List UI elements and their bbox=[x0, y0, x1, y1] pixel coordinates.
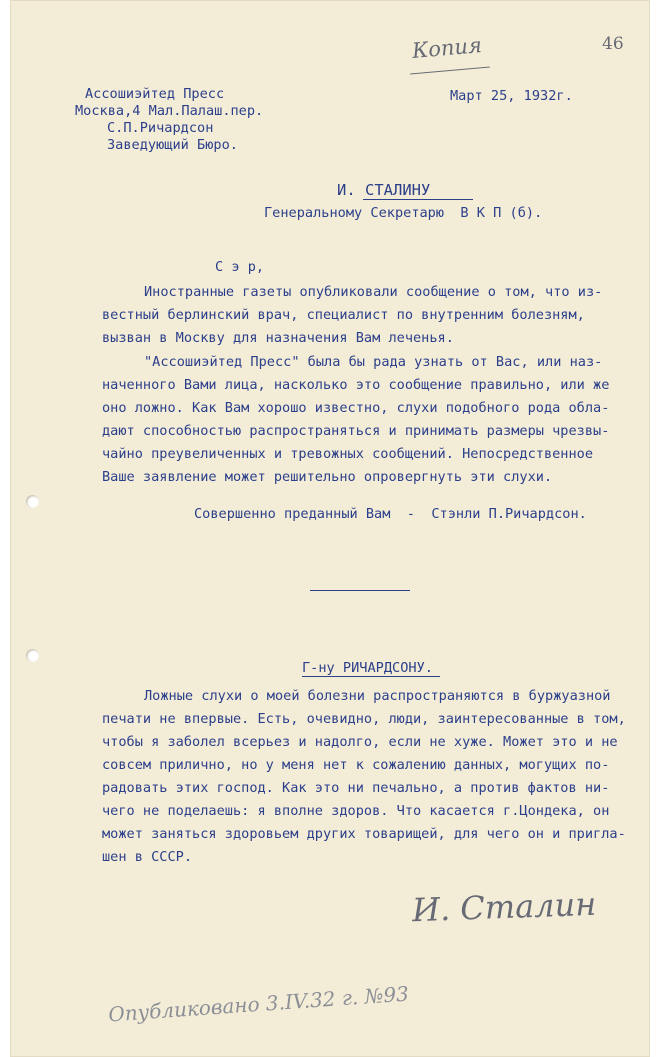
sender-line: Заведующий Бюро. bbox=[107, 137, 238, 153]
reply-heading-underline bbox=[302, 676, 440, 677]
addressee-name: И. СТАЛИНУ bbox=[337, 181, 431, 199]
text-line: радовать этих господ. Как это ни печально, а против фактов ни- bbox=[102, 780, 610, 796]
section-divider bbox=[310, 590, 410, 591]
text-line: вестный берлинский врач, специалист по внутренним болезням, bbox=[102, 307, 585, 323]
sender-line: Москва,4 Мал.Палаш.пер. bbox=[75, 103, 264, 119]
text-line: оно ложно. Как Вам хорошо известно, слухи подобного рода обла- bbox=[102, 400, 610, 416]
text-line: чего не поделаешь: я вполне здоров. Что касается г.Цондека, он bbox=[102, 803, 610, 819]
text-line: дают способностью распространяться и принимать размеры чрезвы- bbox=[102, 423, 610, 439]
page-number: 46 bbox=[602, 34, 624, 54]
text-line: Ваше заявление может решительно опровергнуть эти слухи. bbox=[102, 469, 553, 485]
addressee-underline bbox=[363, 199, 473, 200]
text-line: "Ассошиэйтед Пресс" была бы рада узнать от Вас, или наз- bbox=[144, 354, 603, 370]
handwritten-signature: И. Сталин bbox=[411, 884, 597, 930]
text-line: может заняться здоровьем других товарищей, для чего он и пригла- bbox=[102, 826, 626, 842]
text-line: Иностранные газеты опубликовали сообщение о том, что из- bbox=[144, 284, 603, 300]
text-line: чтобы я заболел всерьез и надолго, если не хуже. Может это и не bbox=[102, 734, 618, 750]
text-line: шен в СССР. bbox=[102, 849, 193, 865]
salutation: С э р, bbox=[215, 259, 265, 275]
binder-hole-bottom bbox=[26, 649, 39, 662]
binder-hole-top bbox=[26, 495, 39, 508]
text-line: вызван в Москву для назначения Вам леченья. bbox=[102, 330, 454, 346]
letter-date: Март 25, 1932г. bbox=[450, 88, 573, 104]
copy-mark: Копия bbox=[411, 33, 483, 63]
text-line: Ложные слухи о моей болезни распространяются в буржуазной bbox=[144, 688, 611, 704]
text-line: печати не впервые. Есть, очевидно, люди, заинтересованные в том, bbox=[102, 711, 626, 727]
publication-note: Опубликовано 3.IV.32 г. №93 bbox=[107, 981, 410, 1027]
document-page bbox=[10, 0, 650, 1057]
letter-closing: Совершенно преданный Вам - Стэнли П.Ричардсон. bbox=[194, 506, 587, 522]
text-line: чайно преувеличенных и тревожных сообщений. Непосредственное bbox=[102, 446, 594, 462]
addressee-title: Генеральному Секретарю В К П (б). bbox=[264, 205, 543, 221]
text-line: совсем прилично, но у меня нет к сожалению данных, могущих по- bbox=[102, 757, 610, 773]
text-line: наченного Вами лица, насколько это сообщение правильно, или же bbox=[102, 377, 610, 393]
reply-heading: Г-ну РИЧАРДСОНУ. bbox=[302, 660, 433, 676]
sender-line: С.П.Ричардсон bbox=[107, 120, 214, 136]
sender-line: Ассошиэйтед Пресс bbox=[85, 86, 225, 102]
copy-mark-underline bbox=[410, 67, 490, 75]
